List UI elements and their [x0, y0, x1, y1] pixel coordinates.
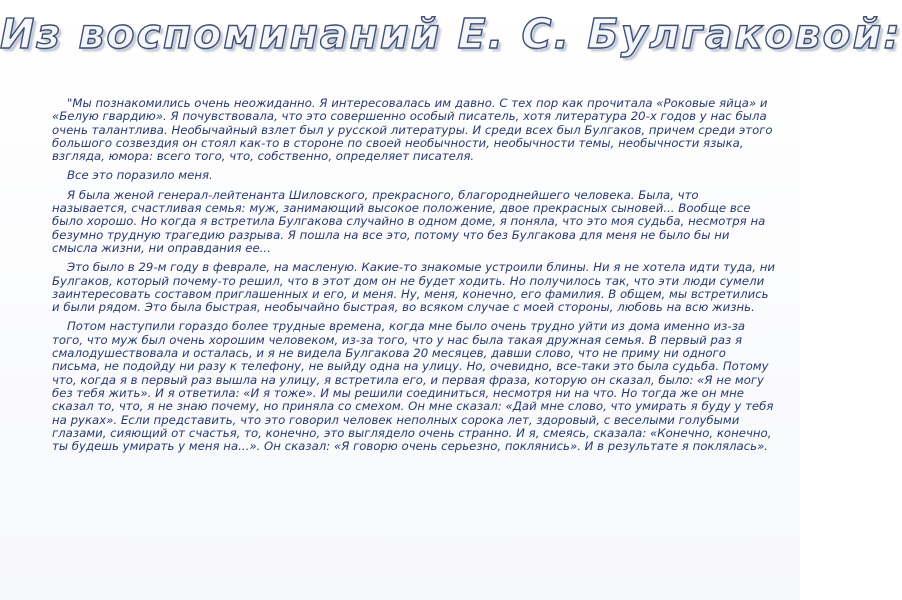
paragraph-4: Это было в 29-м году в феврале, на масленую. Какие-то знакомые устроили блины. Ни я не хотела идти туда, ни Булгаков, который почему-то решил, что в этот дом он не будет ходить. Но получилось так, что эти люди сумели заинтересовать составом приглашенных и его, и меня. Ну, меня, конечно, его фамилия. В общем, мы встретились и были рядом. Это была быстрая, необычайно быстрая, во всяком случае с моей стороны, любовь на всю жизнь.: [52, 260, 776, 315]
paragraph-2: Все это поразило меня.: [67, 168, 213, 183]
memoir-text: [52, 97, 776, 453]
slide-title: Из воспоминаний Е. С. Булгаковой:: [0, 10, 902, 58]
paragraph-1: "Мы познакомились очень неожиданно. Я интересовалась им давно. С тех пор как прочитала «Роковые яйца» и «Белую гвардию». Я почувствовала, что это совершенно особый писатель, хотя литература 20-х годов у нас была очень талантлива. Необычайный взлет был у русской литературы. И среди всех был Булгаков, причем среди этого большого созвездия он стоял как-то в стороне по своей необычности, необычности темы, необычности языка, взгляда, юмора: всего того, что, собственно, определяет писателя.: [52, 96, 773, 164]
paragraph-5: Потом наступили гораздо более трудные времена, когда мне было очень трудно уйти из дома именно из-за того, что муж был очень хорошим человеком, из-за того, что у нас была такая дружная семья. В первый раз я смалодушествовала и осталась, и я не видела Булгакова 20 месяцев, давши слово, что не приму ни одного письма, не подойду ни разу к телефону, не выйду одна на улицу. Но, очевидно, все-таки это была судьба. Потому что, когда я в первый раз вышла на улицу, я встретила его, и первая фраза, которую он сказал, было: «Я не могу без тебя жить». И я ответила: «И я тоже». И мы решили соединиться, несмотря ни на что. Но тогда же он мне сказал то, что, я не знаю почему, но приняла со смехом. Он мне сказал: «Дай мне слово, что умирать я буду у тебя на руках». Если представить, что это говорил человек неполных сорока лет, здоровый, с веселыми голубыми глазами, сияющий от счастья, то, конечно, это выглядело очень странно. И я, смеясь, сказала: «Конечно, конечно, ты будешь умирать у меня на...». Он сказал: «Я говорю очень серьезно, поклянись». И в результате я поклялась».: [52, 319, 774, 454]
paragraph-3: Я была женой генерал-лейтенанта Шиловского, прекрасного, благороднейшего человека. Была, что называется, счастливая семья: муж, занимающий высокое положение, двое прекрасных сыновей... Вообще все было хорошо. Но когда я встретила Булгакова случайно в одном доме, я поняла, что это моя судьба, несмотря на безумно трудную трагедию разрыва. Я пошла на все это, потому что без Булгакова для меня не было бы ни смысла жизни, ни оправдания ее...: [52, 187, 766, 255]
